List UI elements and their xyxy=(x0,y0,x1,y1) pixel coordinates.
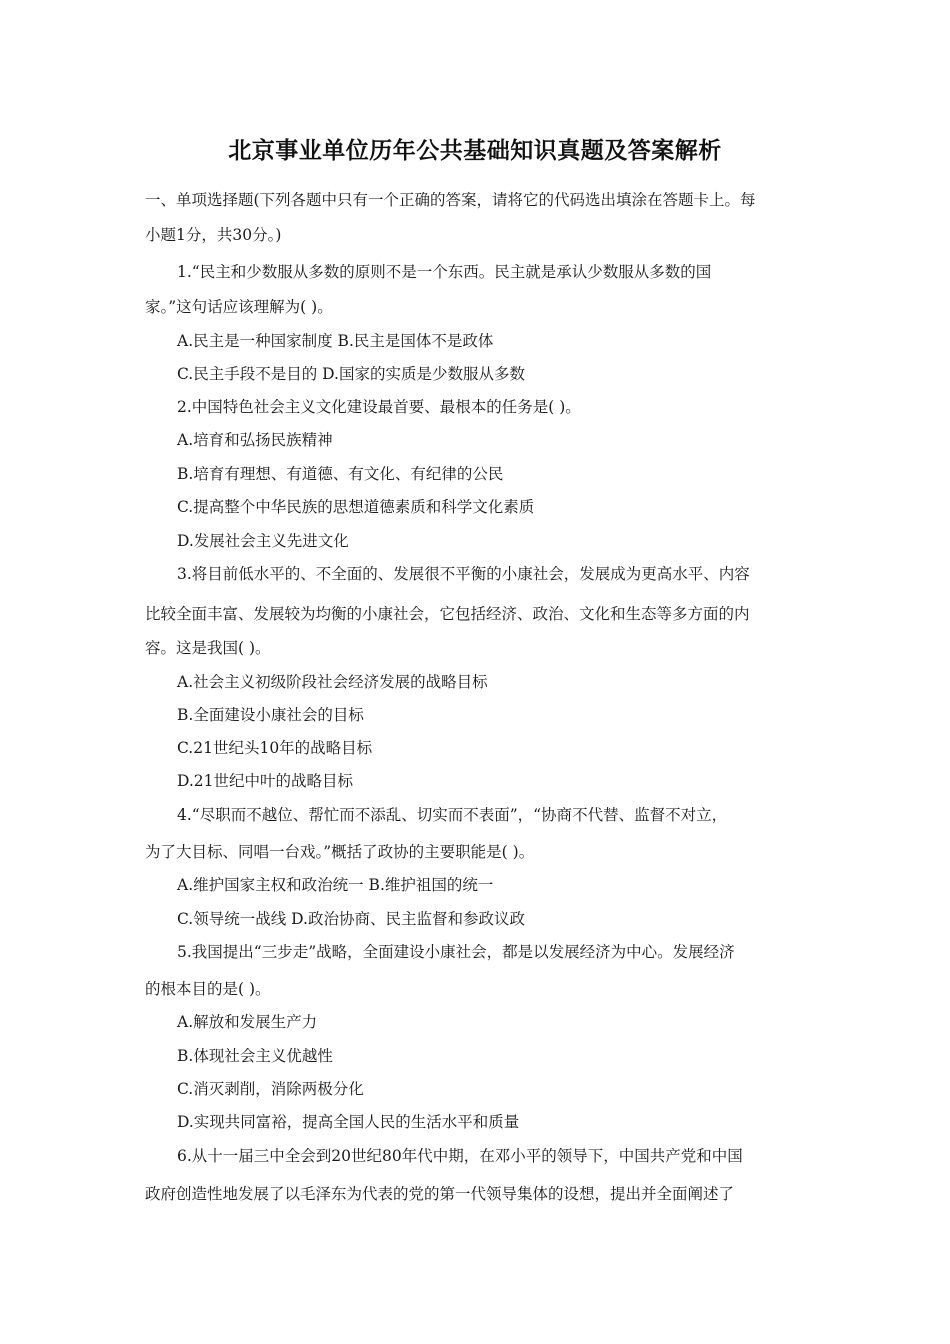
question-3-option: A.社会主义初级阶段社会经济发展的战略目标 xyxy=(177,673,488,691)
question-3-stem: 3.将目前低水平的、不全面的、发展很不平衡的小康社会，发展成为更高水平、内容 xyxy=(177,565,750,583)
question-2-option: B.培育有理想、有道德、有文化、有纪律的公民 xyxy=(177,465,504,483)
section-header-line: 小题1分，共30分。) xyxy=(145,226,282,244)
question-4-option: C.领导统一战线 D.政治协商、民主监督和参政议政 xyxy=(177,910,525,928)
section-header-line: 一、单项选择题(下列各题中只有一个正确的答案，请将它的代码选出填涂在答题卡上。每 xyxy=(145,191,756,209)
question-2-option: C.提高整个中华民族的思想道德素质和科学文化素质 xyxy=(177,498,535,516)
question-3-option: B.全面建设小康社会的目标 xyxy=(177,706,364,724)
page-title: 北京事业单位历年公共基础知识真题及答案解析 xyxy=(228,138,722,164)
question-6-stem: 政府创造性地发展了以毛泽东为代表的党的第一代领导集体的设想，提出并全面阐述了 xyxy=(145,1185,735,1203)
question-1-option: A.民主是一种国家制度 B.民主是国体不是政体 xyxy=(177,332,494,350)
question-5-option: B.体现社会主义优越性 xyxy=(177,1047,333,1065)
question-1-stem: 1.“民主和少数服从多数的原则不是一个东西。民主就是承认少数服从多数的国 xyxy=(177,263,712,281)
question-5-option: C.消灭剥削，消除两极分化 xyxy=(177,1080,364,1098)
question-3-stem: 比较全面丰富、发展较为均衡的小康社会，它包括经济、政治、文化和生态等多方面的内 xyxy=(145,605,750,623)
question-2-option: A.培育和弘扬民族精神 xyxy=(177,431,333,449)
question-4-option: A.维护国家主权和政治统一 B.维护祖国的统一 xyxy=(177,876,494,894)
question-4-stem: 4.“尽职而不越位、帮忙而不添乱、切实而不表面”，“协商不代替、监督不对立， xyxy=(177,806,728,824)
question-2-option: D.发展社会主义先进文化 xyxy=(177,532,349,550)
question-4-stem: 为了大目标、同唱一台戏。”概括了政协的主要职能是( )。 xyxy=(145,843,535,861)
question-6-stem: 6.从十一届三中全会到20世纪80年代中期，在邓小平的领导下，中国共产党和中国 xyxy=(177,1147,743,1165)
question-5-stem: 5.我国提出“三步走”战略，全面建设小康社会，都是以发展经济为中心。发展经济 xyxy=(177,943,735,961)
question-1-stem: 家。”这句话应该理解为( )。 xyxy=(145,298,333,316)
question-5-option: D.实现共同富裕，提高全国人民的生活水平和质量 xyxy=(177,1113,520,1131)
question-5-option: A.解放和发展生产力 xyxy=(177,1013,318,1031)
question-3-option: D.21世纪中叶的战略目标 xyxy=(177,772,354,790)
question-2-stem: 2.中国特色社会主义文化建设最首要、最根本的任务是( )。 xyxy=(177,398,581,416)
question-3-stem: 容。这是我国( )。 xyxy=(145,639,271,657)
question-1-option: C.民主手段不是目的 D.国家的实质是少数服从多数 xyxy=(177,365,525,383)
question-5-stem: 的根本目的是( )。 xyxy=(145,980,271,998)
question-3-option: C.21世纪头10年的战略目标 xyxy=(177,739,373,757)
